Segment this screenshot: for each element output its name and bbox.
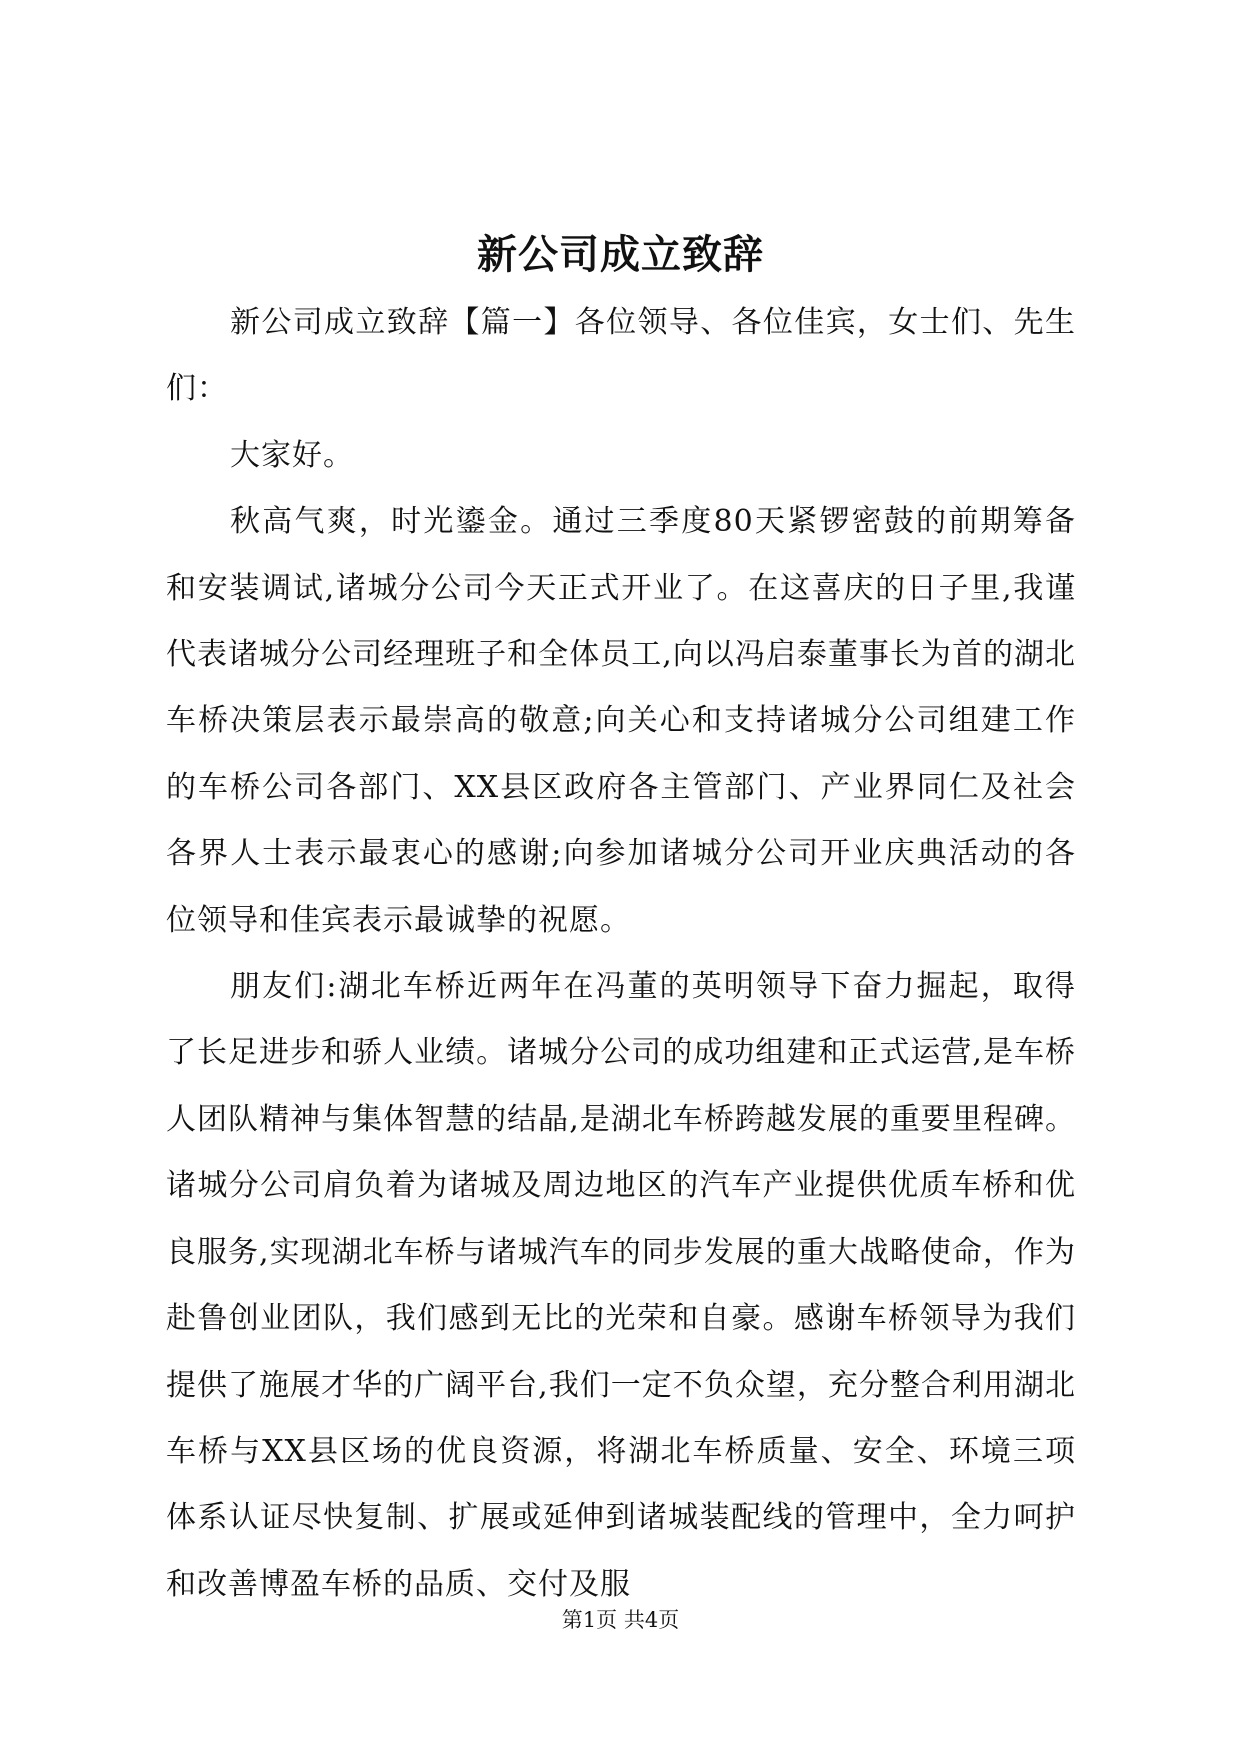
paragraph-friends: 朋友们:湖北车桥近两年在冯董的英明领导下奋力掘起，取得了长足进步和骄人业绩。诸城分公司的成功组建和正式运营,是车桥人团队精神与集体智慧的结晶,是湖北车桥跨越发展的重要里程碑。诸城分公司肩负着为诸城及周边地区的汽车产业提供优质车桥和优良服务,实现湖北车桥与诸城汽车的同步发展的重大战略使命，作为赴鲁创业团队，我们感到无比的光荣和自豪。感谢车桥领导为我们提供了施展才华的广阔平台,我们一定不负众望，充分整合利用湖北车桥与XX县区场的优良资源，将湖北车桥质量、安全、环境三项体系认证尽快复制、扩展或延伸到诸城装配线的管理中，全力呵护和改善博盈车桥的品质、交付及服 [166,969,1076,1602]
paragraph-salutation: 新公司成立致辞【篇一】各位领导、各位佳宾，女士们、先生们： [166,305,1076,407]
document-body [166,290,1076,1618]
page-number-footer: 第1页 共4页 [561,1608,680,1632]
paragraph-opening: 秋高气爽，时光鎏金。通过三季度80天紧锣密鼓的前期筹备和安装调试,诸城分公司今天正式开业了。在这喜庆的日子里,我谨代表诸城分公司经理班子和全体员工,向以冯启泰董事长为首的湖北车桥决策层表示最崇高的敬意;向关心和支持诸城分公司组建工作的车桥公司各部门、XX县区政府各主管部门、产业界同仁及社会各界人士表示最衷心的感谢;向参加诸城分公司开业庆典活动的各位领导和佳宾表示最诚挚的祝愿。 [166,504,1076,938]
paragraph-greeting: 大家好。 [230,437,354,473]
page-title: 新公司成立致辞 [477,231,764,278]
